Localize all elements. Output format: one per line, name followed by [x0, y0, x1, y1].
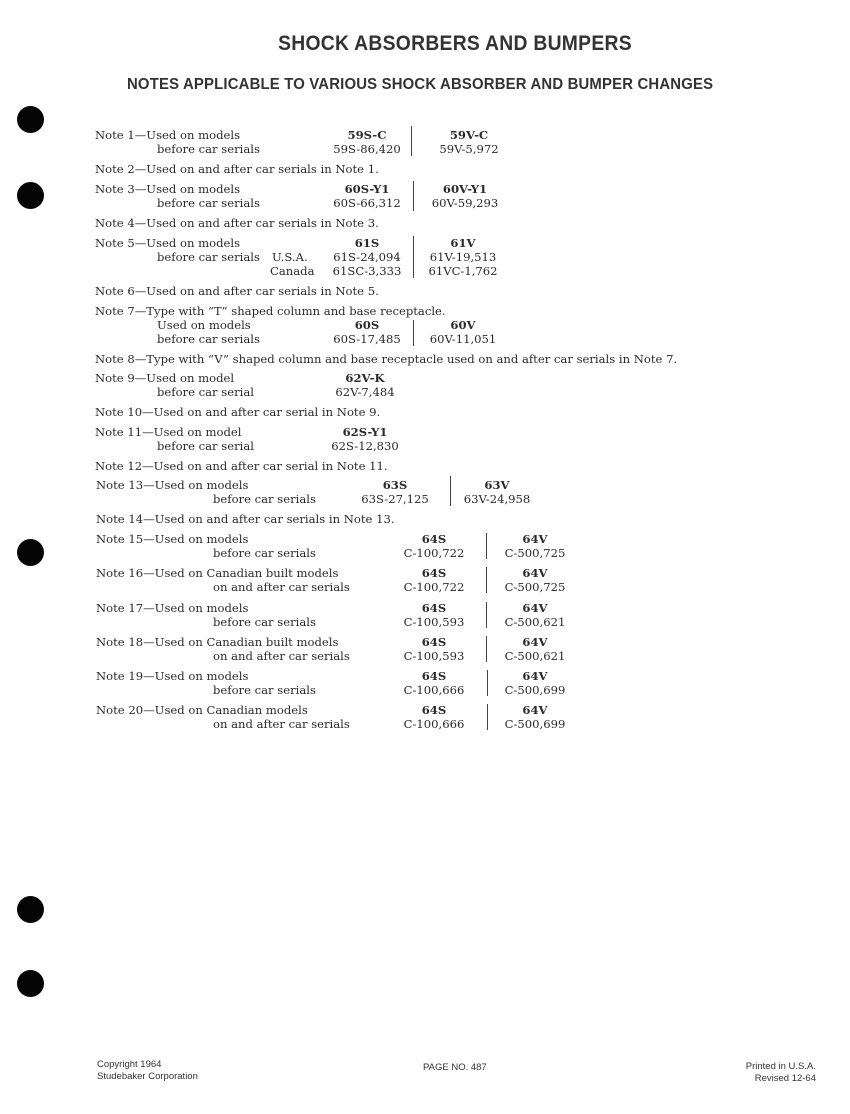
v-serial: C-500,725 [504, 546, 566, 560]
note-sub: on and after car serials [213, 580, 350, 594]
column-divider [486, 602, 487, 628]
s-serial: 59S-86,420 [333, 142, 401, 156]
s-model: 61S [354, 236, 380, 250]
footer-printed: Printed in U.S.A. [745, 1061, 816, 1072]
serial: 62S-12,830 [331, 439, 399, 453]
s-model: 60S-Y1 [344, 182, 390, 196]
note-label: Note 20—Used on Canadian models [96, 703, 308, 717]
note-sub: before car serials [213, 683, 316, 697]
note-14: Note 14—Used on and after car serials in Note 13. [96, 512, 395, 526]
v-model: 64V [522, 601, 548, 615]
s-model: 64S [421, 601, 447, 615]
s-serial-usa: 61S-24,094 [333, 250, 401, 264]
column-divider [486, 533, 487, 559]
column-divider [450, 476, 451, 506]
column-divider [413, 320, 414, 346]
s-serial: C-100,666 [403, 683, 465, 697]
v-serial-usa: 61V-19,513 [429, 250, 497, 264]
s-model: 63S [382, 478, 408, 492]
note-sub: before car serials [157, 142, 260, 156]
note-label: Note 18—Used on Canadian built models [96, 635, 339, 649]
v-serial: 63V-24,958 [463, 492, 531, 506]
v-serial: C-500,621 [504, 649, 566, 663]
page-title: SHOCK ABSORBERS AND BUMPERS [278, 32, 632, 55]
page-number: PAGE NO. 487 [423, 1062, 487, 1073]
binder-hole [17, 106, 44, 133]
column-divider [487, 670, 488, 696]
v-model: 64V [522, 635, 548, 649]
v-model: 64V [522, 532, 548, 546]
v-serial: C-500,699 [504, 717, 566, 731]
note-sub: before car serial [157, 439, 254, 453]
v-serial: 59V-5,972 [439, 142, 499, 156]
binder-hole [17, 182, 44, 209]
note-sub: on and after car serials [213, 649, 350, 663]
s-serial: 60S-17,485 [333, 332, 401, 346]
note-sub: before car serials [213, 546, 316, 560]
binder-hole [17, 970, 44, 997]
note-label: Note 1—Used on models [95, 128, 241, 142]
s-serial: C-100,593 [403, 615, 465, 629]
v-model: 60V [450, 318, 476, 332]
v-model: 64V [522, 703, 548, 717]
model: 62S-Y1 [342, 425, 388, 439]
note-label: Note 17—Used on models [96, 601, 249, 615]
column-divider [413, 236, 414, 278]
column-divider [411, 126, 412, 156]
v-serial: 60V-59,293 [431, 196, 499, 210]
note-2: Note 2—Used on and after car serials in Note 1. [95, 162, 379, 176]
note-sub: before car serials [213, 615, 316, 629]
note-4: Note 4—Used on and after car serials in Note 3. [95, 216, 379, 230]
column-divider [486, 636, 487, 662]
column-divider [413, 181, 414, 211]
page-subtitle: NOTES APPLICABLE TO VARIOUS SHOCK ABSORBER AND BUMPER CHANGES [127, 76, 714, 93]
v-model: 64V [522, 669, 548, 683]
note-6: Note 6—Used on and after car serials in Note 5. [95, 284, 379, 298]
model: 62V-K [345, 371, 385, 385]
note-label: Note 16—Used on Canadian built models [96, 566, 339, 580]
binder-hole [17, 896, 44, 923]
v-model: 63V [484, 478, 510, 492]
footer-copyright: Copyright 1964 [97, 1059, 162, 1070]
column-divider [487, 704, 488, 730]
s-serial: 63S-27,125 [361, 492, 429, 506]
v-serial: C-500,725 [504, 580, 566, 594]
note-label: Note 3—Used on models [95, 182, 241, 196]
binder-hole [17, 539, 44, 566]
v-model: 64V [522, 566, 548, 580]
s-model: 60S [354, 318, 380, 332]
column-divider [486, 567, 487, 593]
serial: 62V-7,484 [335, 385, 395, 399]
s-serial-canada: 61SC-3,333 [332, 264, 402, 278]
note-sub: before car serials [213, 492, 316, 506]
v-model: 60V-Y1 [442, 182, 488, 196]
s-model: 64S [421, 669, 447, 683]
v-serial: C-500,699 [504, 683, 566, 697]
note-label: Note 13—Used on models [96, 478, 249, 492]
v-serial: C-500,621 [504, 615, 566, 629]
v-serial: 60V-11,051 [429, 332, 497, 346]
note-label: Note 5—Used on models [95, 236, 241, 250]
note-8: Note 8—Type with “V” shaped column and base receptacle used on and after car serials in Note 7. [95, 352, 678, 366]
note-sub: before car serials [157, 196, 260, 210]
note-sub: before car serial [157, 385, 254, 399]
s-model: 64S [421, 635, 447, 649]
v-model: 59V-C [449, 128, 489, 142]
note-label: Note 19—Used on models [96, 669, 249, 683]
note-sub: Used on models [157, 318, 251, 332]
note-label: Note 15—Used on models [96, 532, 249, 546]
v-serial-canada: 61VC-1,762 [428, 264, 498, 278]
footer-company: Studebaker Corporation [97, 1071, 198, 1082]
s-serial: C-100,666 [403, 717, 465, 731]
footer-revised: Revised 12-64 [754, 1073, 816, 1084]
s-model: 64S [421, 532, 447, 546]
note-label: Note 7—Type with “T” shaped column and base receptacle. [95, 304, 446, 318]
v-model: 61V [450, 236, 476, 250]
note-sub: before car serials [157, 250, 260, 264]
note-sub: before car serials [157, 332, 260, 346]
s-serial: C-100,722 [403, 580, 465, 594]
note-sub: on and after car serials [213, 717, 350, 731]
s-model: 59S-C [347, 128, 387, 142]
note-label: Note 9—Used on model [95, 371, 235, 385]
region-usa: U.S.A. [272, 250, 308, 264]
note-10: Note 10—Used on and after car serial in Note 9. [95, 405, 381, 419]
note-label: Note 11—Used on model [95, 425, 242, 439]
s-model: 64S [421, 566, 447, 580]
s-model: 64S [421, 703, 447, 717]
s-serial: 60S-66,312 [333, 196, 401, 210]
note-12: Note 12—Used on and after car serial in Note 11. [95, 459, 388, 473]
s-serial: C-100,722 [403, 546, 465, 560]
region-canada: Canada [270, 264, 315, 278]
s-serial: C-100,593 [403, 649, 465, 663]
